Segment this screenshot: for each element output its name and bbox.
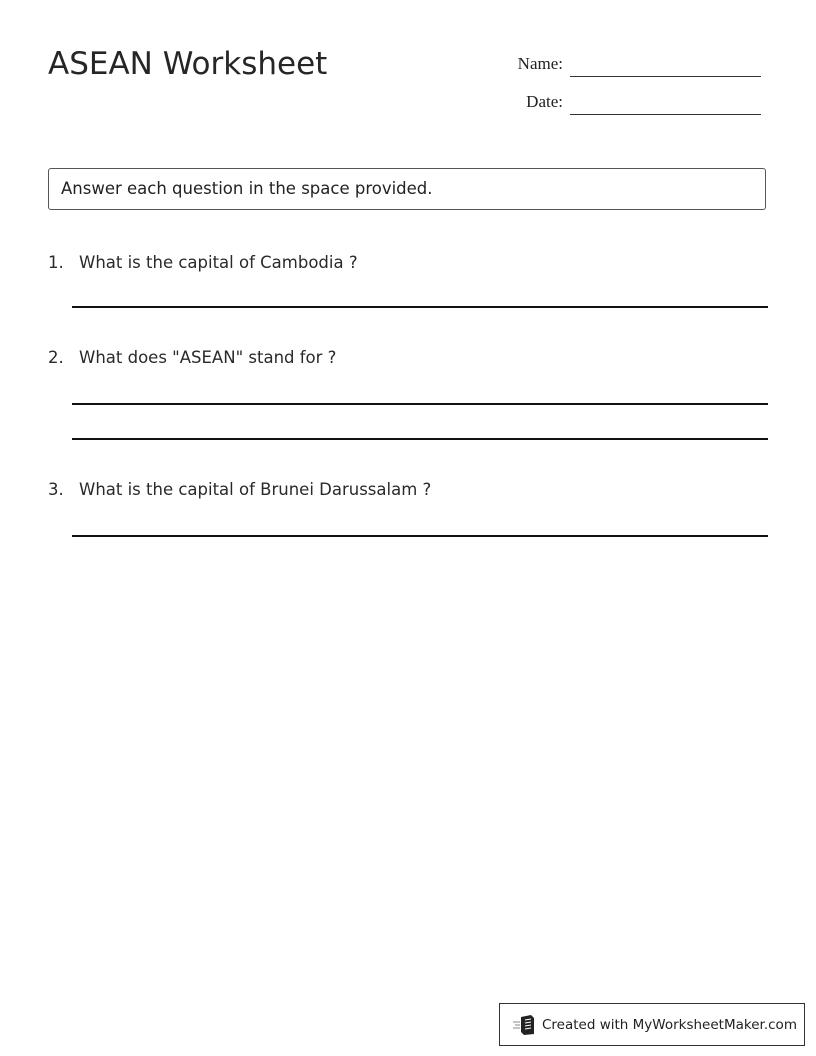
question-text: What does "ASEAN" stand for ? [79,348,337,367]
footer-text: Created with MyWorksheetMaker.com [542,1016,797,1033]
name-label: Name: [517,54,563,73]
question-number: 1. [48,253,64,272]
question-2 [48,348,336,367]
question-number: 2. [48,348,64,367]
instructions-box: Answer each question in the space provided. [48,168,766,210]
question-1 [48,253,358,272]
answer-line-3[interactable] [72,535,768,537]
question-text: What is the capital of Cambodia ? [79,253,358,272]
worksheet-maker-logo-icon [512,1014,536,1036]
date-input-line[interactable] [570,114,761,115]
question-number: 3. [48,480,64,499]
footer-credit[interactable] [499,1003,805,1046]
worksheet-title: ASEAN Worksheet [48,46,328,82]
question-text: What is the capital of Brunei Darussalam ? [79,480,432,499]
answer-line-2b[interactable] [72,438,768,440]
question-3 [48,480,431,499]
name-field[interactable] [507,54,761,74]
date-label: Date: [526,92,563,111]
answer-line-1[interactable] [72,306,768,308]
date-field[interactable] [507,92,761,112]
answer-line-2a[interactable] [72,403,768,405]
name-input-line[interactable] [570,76,761,77]
